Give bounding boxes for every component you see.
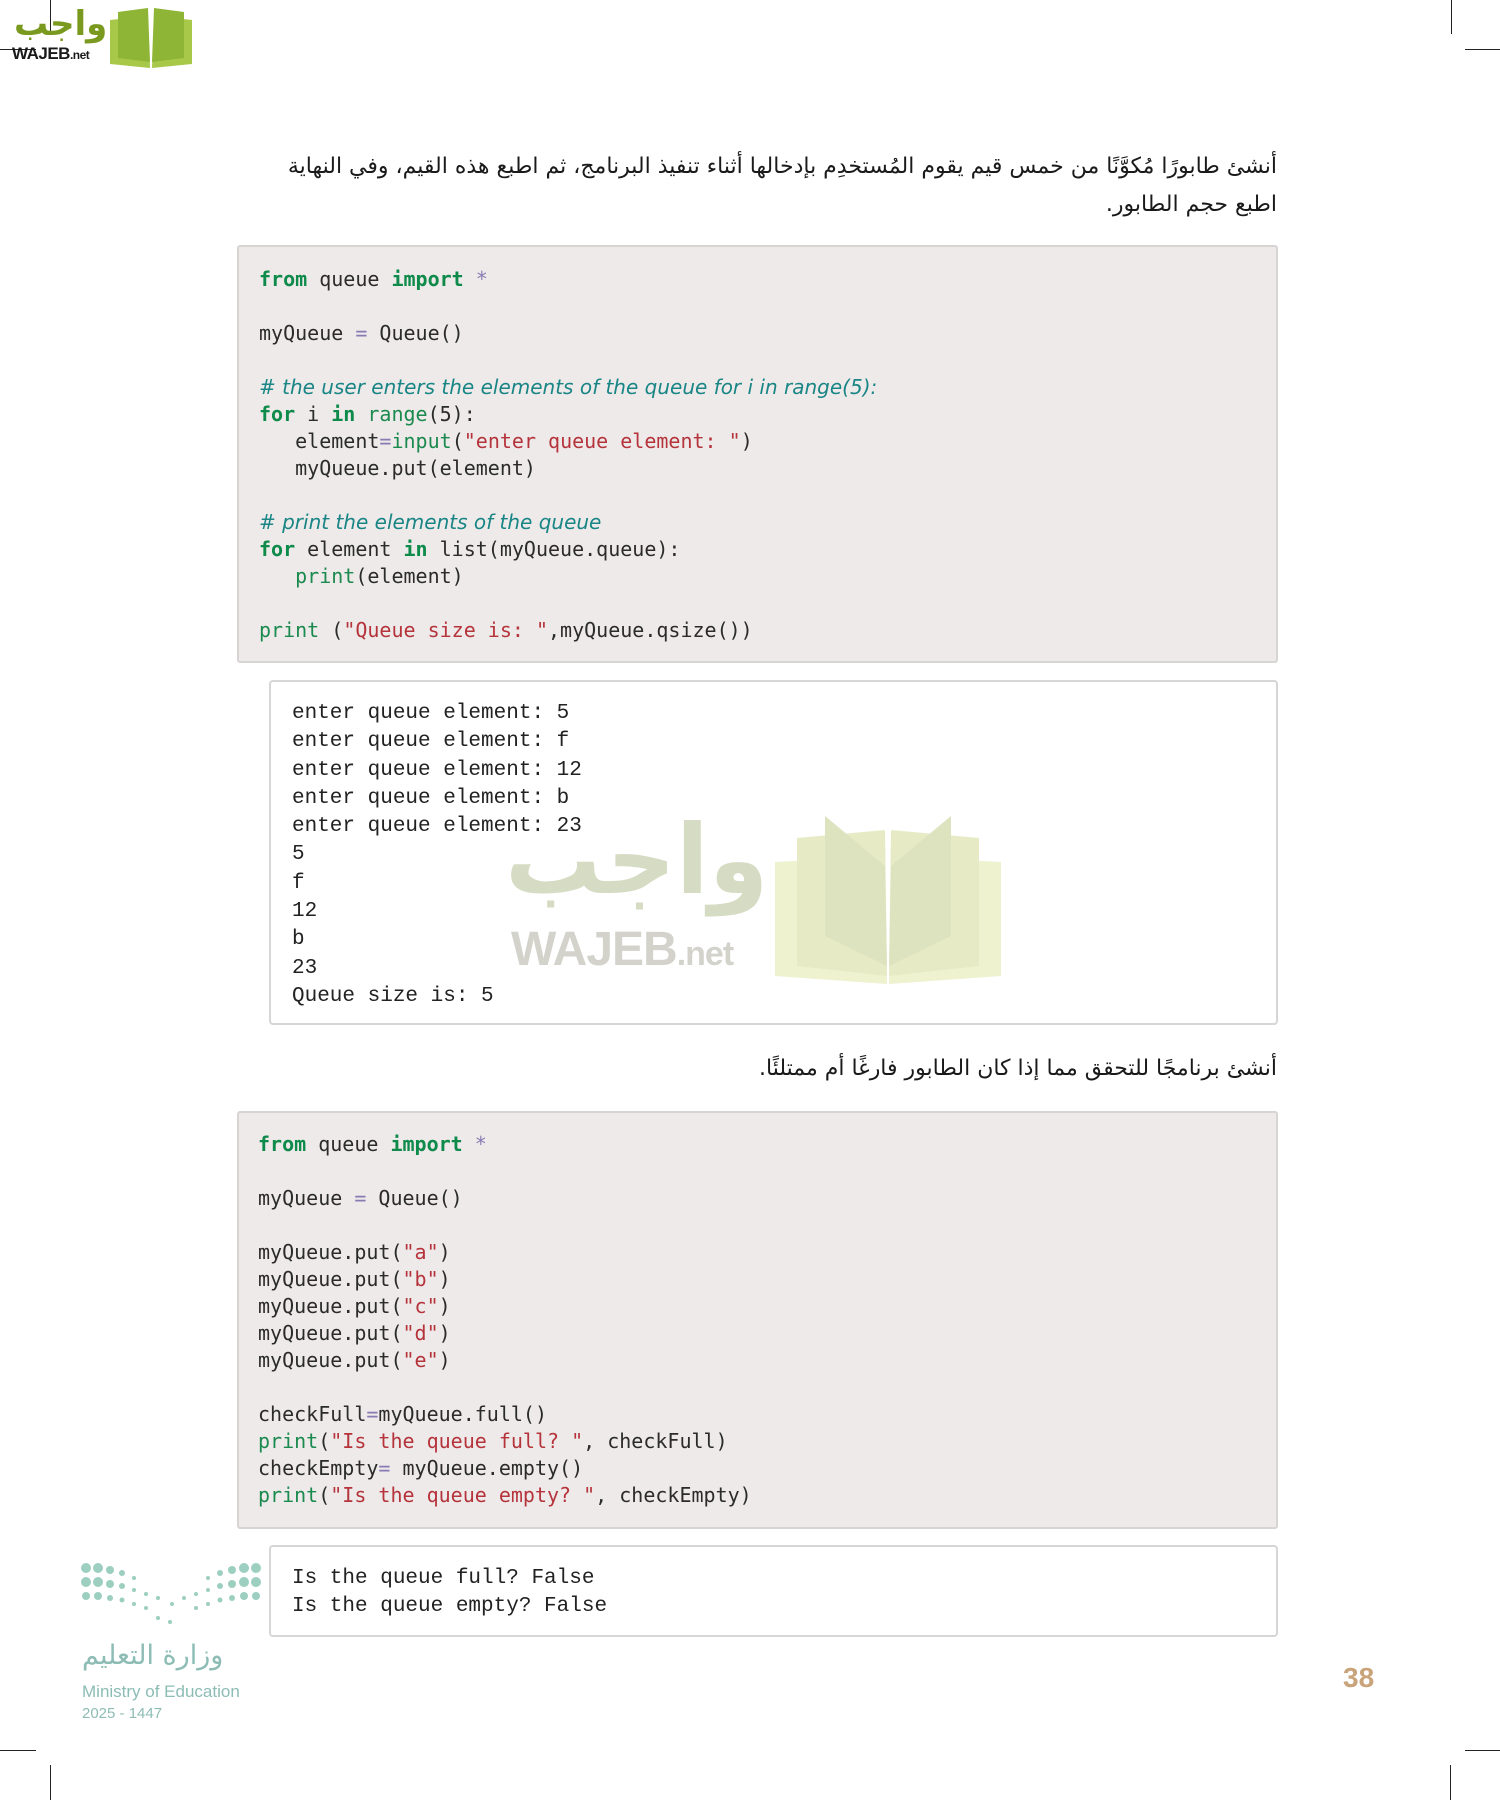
- crop-mark: [50, 1765, 51, 1800]
- watermark-english: WAJEB.net: [511, 923, 734, 976]
- ministry-dots-icon: [80, 1560, 265, 1628]
- logo-english: WAJEB.net: [12, 44, 90, 63]
- watermark-arabic: واجب: [505, 804, 769, 916]
- ministry-arabic: وزارة التعليم: [82, 1640, 224, 1671]
- output-line: 5: [292, 843, 305, 867]
- page-number: 38: [1343, 1662, 1375, 1693]
- output-line: enter queue element: f: [292, 730, 570, 754]
- output-line: enter queue element: 12: [292, 758, 582, 782]
- instruction-line-1: أنشئ طابورًا مُكوَّنًا من خمس قيم يقوم المُستخدِم بإدخالها أثناء تنفيذ البرنامج، ثم اطبع هذه القيم، وفي النهاية: [287, 154, 1277, 179]
- crop-mark: [1465, 1750, 1500, 1751]
- logo-arabic: واجب: [14, 4, 108, 44]
- crop-mark: [1451, 0, 1452, 34]
- exercise2-instruction: أنشئ برنامجًا للتحقق مما إذا كان الطابور فارغًا أم ممتلئًا.: [759, 1056, 1277, 1081]
- code-block-1-content: from queue import * myQueue = Queue() # the user enters the elements of the queue for i in range(5): for i in range(5): element=input("enter queue element: ") myQueue.put(element) # print the elements of the queue for element in list(myQueue.queue): print(element) print ("Queue size is: ",myQueue.qsize()): [259, 267, 878, 642]
- exercise1-instruction: [217, 148, 1277, 224]
- book-icon: [108, 6, 194, 68]
- output-line: 23: [292, 956, 318, 980]
- output-line: enter queue element: 23: [292, 815, 582, 839]
- output-line: enter queue element: b: [292, 786, 570, 810]
- crop-mark: [1450, 1765, 1451, 1800]
- output-line: b: [292, 928, 305, 952]
- book-icon: [775, 816, 1001, 986]
- output-block-2-lines: [292, 1565, 607, 1622]
- output-block-1-lines: [292, 700, 582, 1011]
- output-line: f: [292, 871, 305, 895]
- output-line: enter queue element: 5: [292, 702, 570, 725]
- edition-year: 2025 - 1447: [82, 1705, 163, 1722]
- crop-mark: [0, 1750, 36, 1751]
- output-line: Is the queue empty? False: [292, 1595, 608, 1619]
- ministry-english: Ministry of Education: [82, 1682, 240, 1701]
- wajeb-logo[interactable]: [8, 4, 190, 68]
- ministry-logo: [80, 1560, 280, 1730]
- output-line: 12: [292, 900, 318, 924]
- output-line: Queue size is: 5: [292, 984, 494, 1008]
- output-line: Is the queue full? False: [292, 1567, 595, 1590]
- crop-mark: [1465, 49, 1500, 50]
- code-block-2-content: from queue import * myQueue = Queue() myQueue.put("a") myQueue.put("b") myQueue.put("c") myQueue.put("d") myQueue.put("e") checkFull=myQueue.full() print("Is the queue full? ", checkFull) checkEmpty= myQueue.empty() print("Is the queue empty? ", checkEmpty): [258, 1132, 752, 1507]
- instruction-line-2: اطبع حجم الطابور.: [1105, 192, 1277, 217]
